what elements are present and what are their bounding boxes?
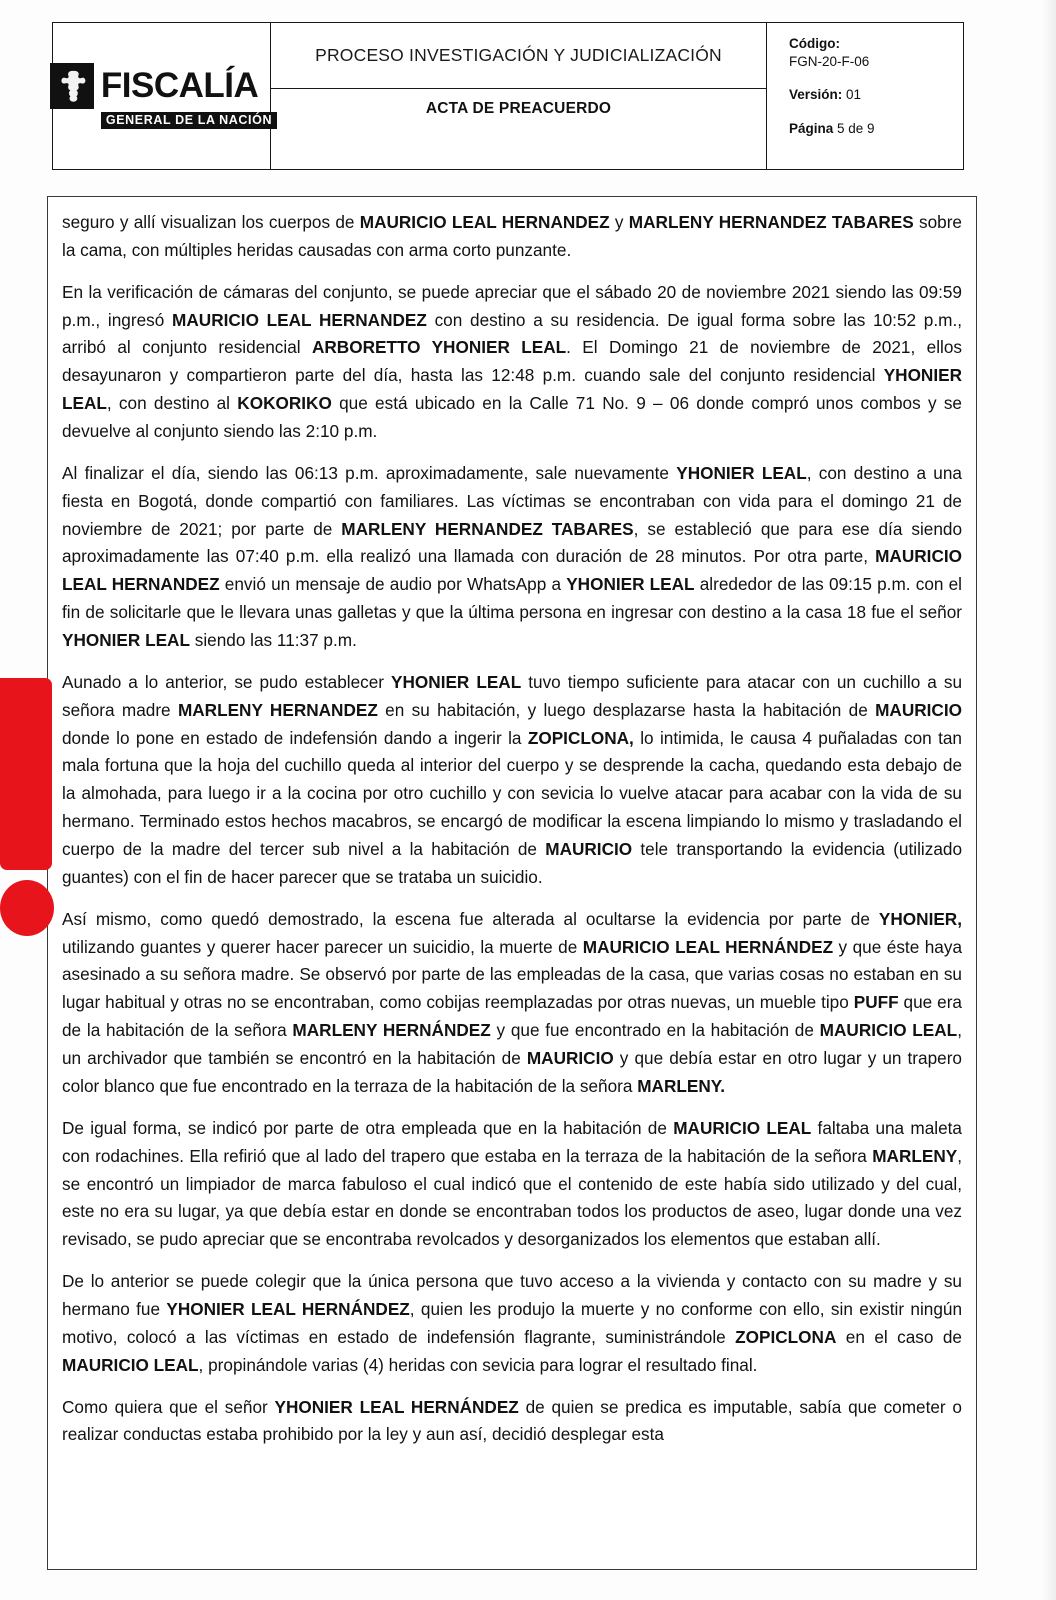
exclamation-bar <box>0 678 52 870</box>
text-run: , un archivador que también se encontró en la habitación de <box>62 1020 962 1069</box>
text-run: . El Domingo 21 de noviembre de 2021, ellos desayunaron y compartieron parte del día, hasta las 12:48 p.m. cuando sale del conjunto residencial <box>62 337 962 386</box>
emphasized-text-run: ARBORETTO YHONIER LEAL <box>311 337 567 358</box>
logo-subtitle-banner: GENERAL DE LA NACIÓN <box>101 112 277 130</box>
scan-edge-shadow <box>1042 0 1056 1600</box>
header-acta-row <box>271 89 766 169</box>
text-run: tele transportando la evidencia (utilizado guantes) con el fin de hacer parecer que se trataba un suicidio. <box>62 839 962 887</box>
emphasized-text-run: ZOPICLONA <box>735 1326 837 1347</box>
emphasized-text-run: YHONIER LEAL <box>62 630 190 651</box>
logo-wordmark: FISCALÍA <box>100 66 259 106</box>
text-run: de quien se predica es imputable, sabía que cometer o realizar conductas estaba prohibido por la ley y aun así, decidió desplegar esta <box>62 1396 962 1445</box>
pagina-label-text: Página <box>789 120 834 136</box>
text-run: siendo las 11:37 p.m. <box>189 630 357 651</box>
text-run: utilizando guantes y querer hacer parecer un suicidio, la muerte de <box>62 936 583 957</box>
version-label-text: Versión: <box>789 87 843 103</box>
version-value-text: 01 <box>846 87 862 103</box>
emphasized-text-run: PUFF <box>853 992 899 1013</box>
text-run: faltaba una maleta con rodachines. Ella refirió que al lado del trapero que estaba en la terraza de la habitación de la señora <box>62 1117 962 1166</box>
text-run: y <box>609 212 629 232</box>
emphasized-text-run: YHONIER, <box>878 908 962 929</box>
emphasized-text-run: MARLENY HERNANDEZ <box>177 699 378 720</box>
emphasized-text-run: MARLENY. <box>637 1075 726 1096</box>
text-run: que era de la habitación de la señora <box>62 992 962 1041</box>
codigo-label <box>789 35 963 53</box>
text-run: Al finalizar el día, siendo las 06:13 p.m. aproximadamente, sale nuevamente <box>62 462 677 483</box>
pagina-value-text: 5 de 9 <box>837 120 875 136</box>
text-run: y que éste haya asesinado a su señora madre. Se observó por parte de las empleadas de la casa, que varias cosas no estaban en su lugar habitual y otras no se encontraban, como cobijas reemplazadas por otras nuevas, un mueble tipo <box>62 936 963 1013</box>
exclamation-dot <box>0 880 54 936</box>
fiscalia-logo <box>50 63 277 130</box>
text-run: lo intimida, le causa 4 puñaladas con tan mala fortuna que la hoja del cuchillo queda al interior del cuerpo y se desprende la cacha, quedando esta debajo de la almohada, para luego ir a la cocina por otro cuchillo y con sevicia lo vuelve atacar para acabar con la vida de su hermano. Terminado estos hechos macabros, se encargó de modificar la escena limpiando lo mismo y trasladando el cuerpo de la madre del tercer sub nivel a la habitación de <box>62 727 962 860</box>
body-paragraph <box>62 460 962 655</box>
text-run: alrededor de las 09:15 p.m. con el fin de solicitarle que le llevara unas galletas y que la última persona en ingresar con destino a la casa 18 fue el señor <box>62 574 962 623</box>
text-run: sobre la cama, con múltiples heridas causadas con arma corto punzante. <box>62 212 962 260</box>
body-paragraph <box>62 669 962 892</box>
emphasized-text-run: ZOPICLONA, <box>527 727 634 748</box>
text-run: De igual forma, se indicó por parte de otra empleada que en la habitación de <box>62 1117 674 1138</box>
text-run: , con destino a una fiesta en Bogotá, donde compartió con familiares. Las víctimas se encontraban con vida para el domingo 21 de noviembre de 2021; por parte de <box>62 462 962 539</box>
text-run: en el caso de <box>836 1326 962 1347</box>
emphasized-text-run: KOKORIKO <box>237 393 332 414</box>
emphasized-text-run: MAURICIO LEAL <box>62 1354 199 1375</box>
text-run: , quien les produjo la muerte y no conforme con ello, sin existir ningún motivo, colocó a las víctimas en estado de indefensión flagrante, suministrándole <box>62 1298 963 1347</box>
fiscalia-shield-icon <box>50 63 94 109</box>
header-metadata-cell <box>767 23 963 169</box>
logo-primary-row <box>50 63 258 109</box>
text-run: con destino a su residencia. De igual forma sobre las 10:52 p.m., arribó al conjunto residencial <box>62 309 962 358</box>
header-process-row <box>271 23 766 89</box>
emphasized-text-run: MARLENY <box>872 1145 958 1166</box>
emphasized-text-run: MAURICIO <box>526 1048 614 1069</box>
paragraph-container <box>62 209 962 1449</box>
emphasized-text-run: YHONIER LEAL HERNÁNDEZ <box>274 1396 519 1417</box>
emphasized-text-run: MARLENY HERNANDEZ TABARES <box>628 212 914 232</box>
emphasized-text-run: MAURICIO <box>545 839 633 860</box>
emphasized-text-run: YHONIER LEAL HERNÁNDEZ <box>166 1298 410 1319</box>
emphasized-text-run: MARLENY HERNÁNDEZ <box>292 1020 491 1041</box>
body-paragraph <box>62 209 962 265</box>
pagina-line <box>789 120 963 138</box>
codigo-label-text: Código: <box>789 36 840 51</box>
process-title: PROCESO INVESTIGACIÓN Y JUDICIALIZACIÓN <box>315 45 722 65</box>
text-run: , propinándole varias (4) heridas con sevicia para lograr el resultado final. <box>198 1354 758 1375</box>
text-run: donde lo pone en estado de indefensión dando a ingerir la <box>62 727 528 748</box>
emphasized-text-run: YHONIER LEAL <box>676 462 807 483</box>
emphasized-text-run: YHONIER LEAL <box>391 671 522 692</box>
text-run: De lo anterior se puede colegir que la única persona que tuvo acceso a la vivienda y contacto con su madre y su hermano fue <box>62 1271 962 1319</box>
emphasized-text-run: MAURICIO LEAL <box>673 1117 812 1138</box>
header-logo-cell <box>53 23 271 169</box>
body-paragraph <box>62 906 962 1101</box>
text-run: y que debía estar en otro lugar y un trapero color blanco que fue encontrado en la terraza de la habitación de la señora <box>62 1048 962 1096</box>
body-paragraph <box>62 1394 962 1450</box>
text-run: En la verificación de cámaras del conjunto, se puede apreciar que el sábado 20 de noviembre 2021 siendo las 09:59 p.m., ingresó <box>62 281 962 330</box>
text-run: , se estableció que para ese día siendo aproximadamente las 07:40 p.m. ella realizó una llamada con duración de 28 minutos. Por otra parte, <box>62 518 963 567</box>
body-paragraph <box>62 1115 962 1254</box>
text-run: Aunado a lo anterior, se pudo establecer <box>62 671 392 692</box>
text-run: seguro y allí visualizan los cuerpos de <box>62 212 360 232</box>
emphasized-text-run: MAURICIO LEAL HERNANDEZ <box>359 212 610 232</box>
emphasized-text-run: MAURICIO LEAL <box>819 1020 958 1041</box>
codigo-value: FGN-20-F-06 <box>789 54 870 70</box>
text-run: , se encontró un limpiador de marca fabuloso el cual indicó que el contenido de este había sido utilizado y del cual, este no era su lugar, ya que debía estar en donde se encontraban todos los productos de aseo, lugar donde una vez revisado, se pudo apreciar que se encontraba revolcados y desorganizados los elementos que estaban allí. <box>62 1145 962 1250</box>
header-title-cell <box>271 23 767 169</box>
document-body-frame <box>47 196 977 1570</box>
text-run: , con destino al <box>106 393 238 414</box>
emphasized-text-run: YHONIER LEAL <box>62 365 962 414</box>
acta-title: ACTA DE PREACUERDO <box>425 100 612 117</box>
text-run: y que fue encontrado en la habitación de <box>490 1020 820 1041</box>
text-run: tuvo tiempo suficiente para atacar con un cuchillo a su señora madre <box>62 671 963 720</box>
text-run: Así mismo, como quedó demostrado, la escena fue alterada al ocultarse la evidencia por parte de <box>62 908 879 929</box>
text-run: en su habitación, y luego desplazarse hasta la habitación de <box>377 699 876 720</box>
version-line <box>789 86 963 104</box>
text-run: que está ubicado en la Calle 71 No. 9 – 06 donde compró unos combos y se devuelve al conjunto siendo las 2:10 p.m. <box>62 393 962 442</box>
emphasized-text-run: MAURICIO LEAL HERNANDEZ <box>172 309 427 330</box>
body-paragraph <box>62 1268 962 1379</box>
text-run: envió un mensaje de audio por WhatsApp a <box>219 574 567 595</box>
body-paragraph <box>62 279 962 446</box>
document-header-table <box>52 22 964 170</box>
emphasized-text-run: MAURICIO <box>875 699 962 720</box>
emphasized-text-run: MAURICIO LEAL HERNÁNDEZ <box>582 936 834 957</box>
text-run: Como quiera que el señor <box>62 1396 275 1417</box>
emphasized-text-run: MARLENY HERNANDEZ TABARES <box>341 518 634 539</box>
emphasized-text-run: YHONIER LEAL <box>566 574 695 595</box>
emphasized-text-run: MAURICIO LEAL HERNANDEZ <box>62 546 962 595</box>
